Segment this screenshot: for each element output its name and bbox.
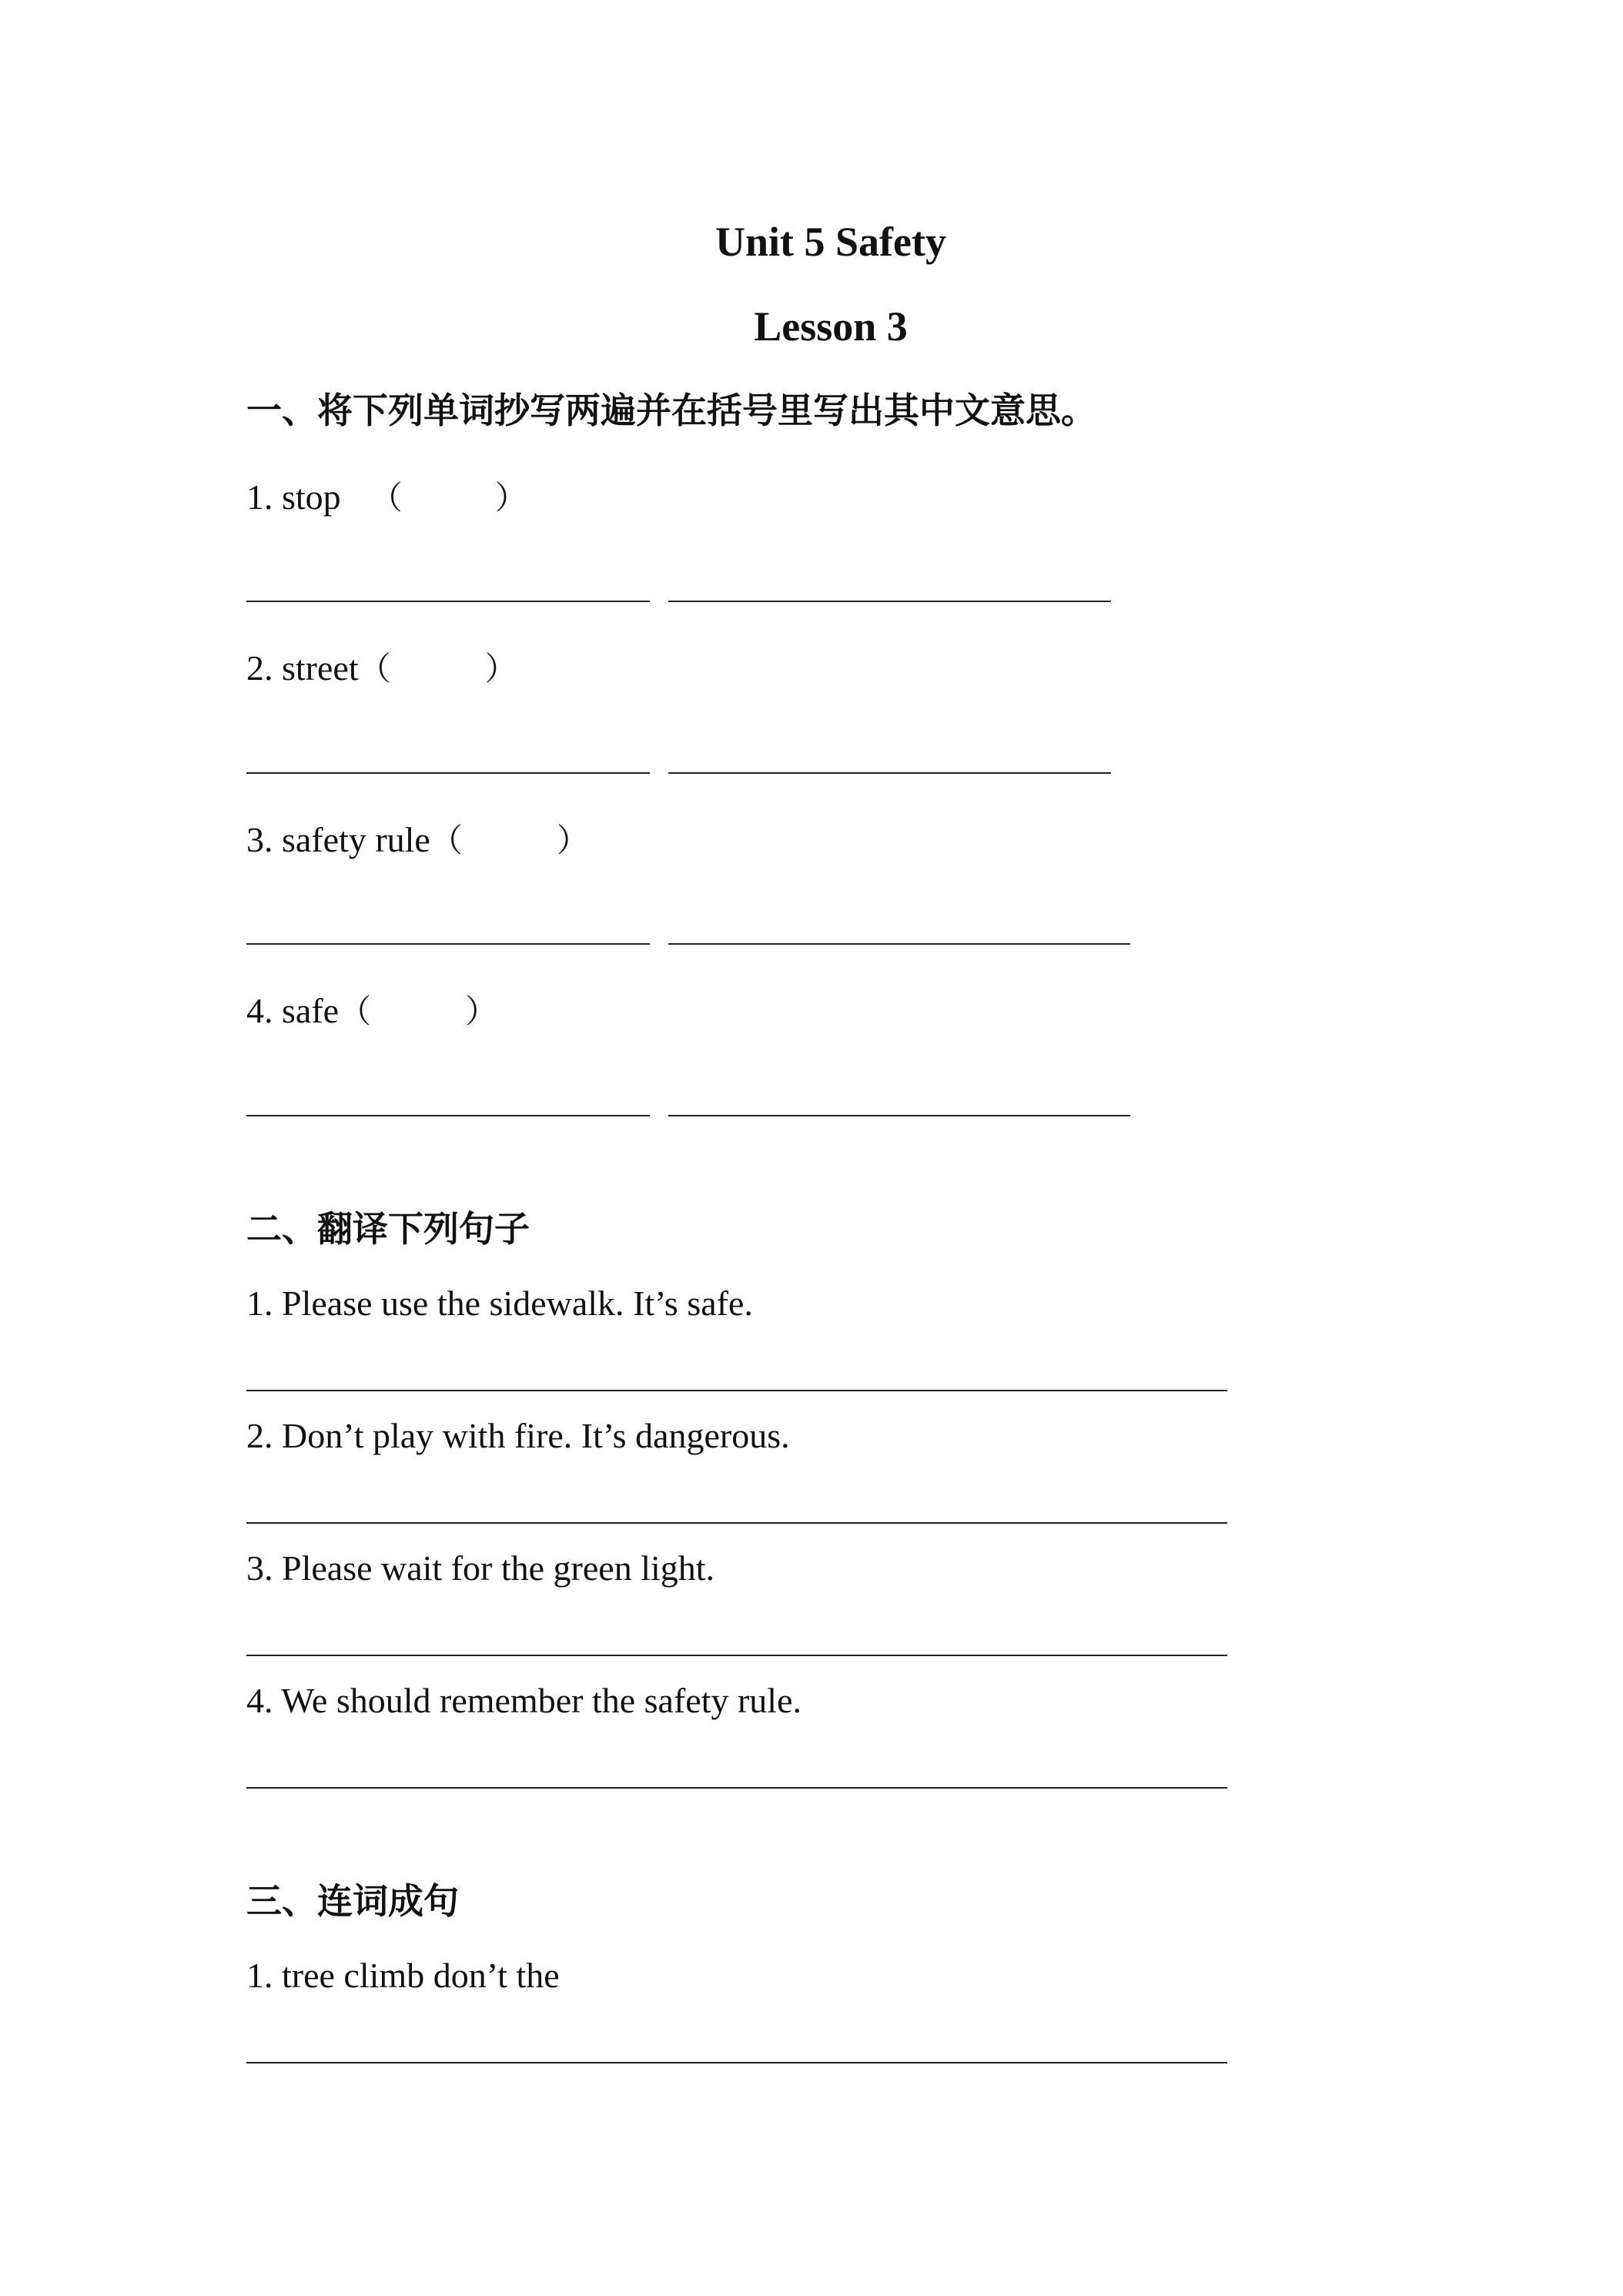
open-bracket: （ (339, 992, 372, 1030)
word-item-4 (246, 993, 497, 1029)
sentence-item-4: 4. We should remember the safety rule. (246, 1681, 801, 1720)
word-label: 1. stop (246, 477, 341, 517)
section-1-heading: 一、将下列单词抄写两遍并在括号里写出其中文意思。 (246, 390, 1096, 431)
translation-answer-line[interactable] (246, 1655, 1227, 1656)
sentence-answer-line[interactable] (246, 2062, 1227, 2063)
sentence-item-1: 1. Please use the sidewalk. It’s safe. (246, 1284, 753, 1323)
open-bracket: （ (370, 479, 403, 517)
open-bracket: （ (430, 822, 463, 859)
section-3-heading: 三、连词成句 (246, 1880, 459, 1922)
close-bracket: ） (484, 650, 517, 688)
copy-answer-line[interactable] (668, 772, 1111, 774)
unit-title: Unit 5 Safety (715, 219, 946, 265)
word-label: 2. street (246, 648, 359, 688)
word-item-2 (246, 648, 517, 688)
open-bracket: （ (358, 650, 391, 688)
close-bracket: ） (494, 479, 527, 517)
translation-answer-line[interactable] (246, 1787, 1227, 1789)
sentence-item-3: 3. Please wait for the green light. (246, 1548, 715, 1588)
copy-answer-line[interactable] (668, 1115, 1130, 1116)
sentence-item-2: 2. Don’t play with fire. It’s dangerous. (246, 1416, 790, 1455)
copy-answer-line[interactable] (246, 1115, 650, 1116)
copy-answer-line[interactable] (246, 772, 650, 774)
copy-answer-line[interactable] (246, 601, 650, 602)
section-2-heading: 二、翻译下列句子 (246, 1208, 530, 1250)
word-label: 3. safety rule (246, 820, 430, 859)
lesson-title: Lesson 3 (754, 303, 908, 350)
copy-answer-line[interactable] (246, 943, 650, 945)
translation-answer-line[interactable] (246, 1522, 1227, 1524)
word-label: 4. safe (246, 991, 340, 1030)
copy-answer-line[interactable] (668, 943, 1130, 945)
close-bracket: ） (556, 822, 589, 859)
translation-answer-line[interactable] (246, 1390, 1227, 1391)
word-item-1 (246, 477, 527, 517)
close-bracket: ） (465, 992, 498, 1030)
word-order-item-1: 1. tree climb don’t the (246, 1956, 560, 1995)
word-item-3 (246, 822, 589, 858)
copy-answer-line[interactable] (668, 601, 1111, 602)
